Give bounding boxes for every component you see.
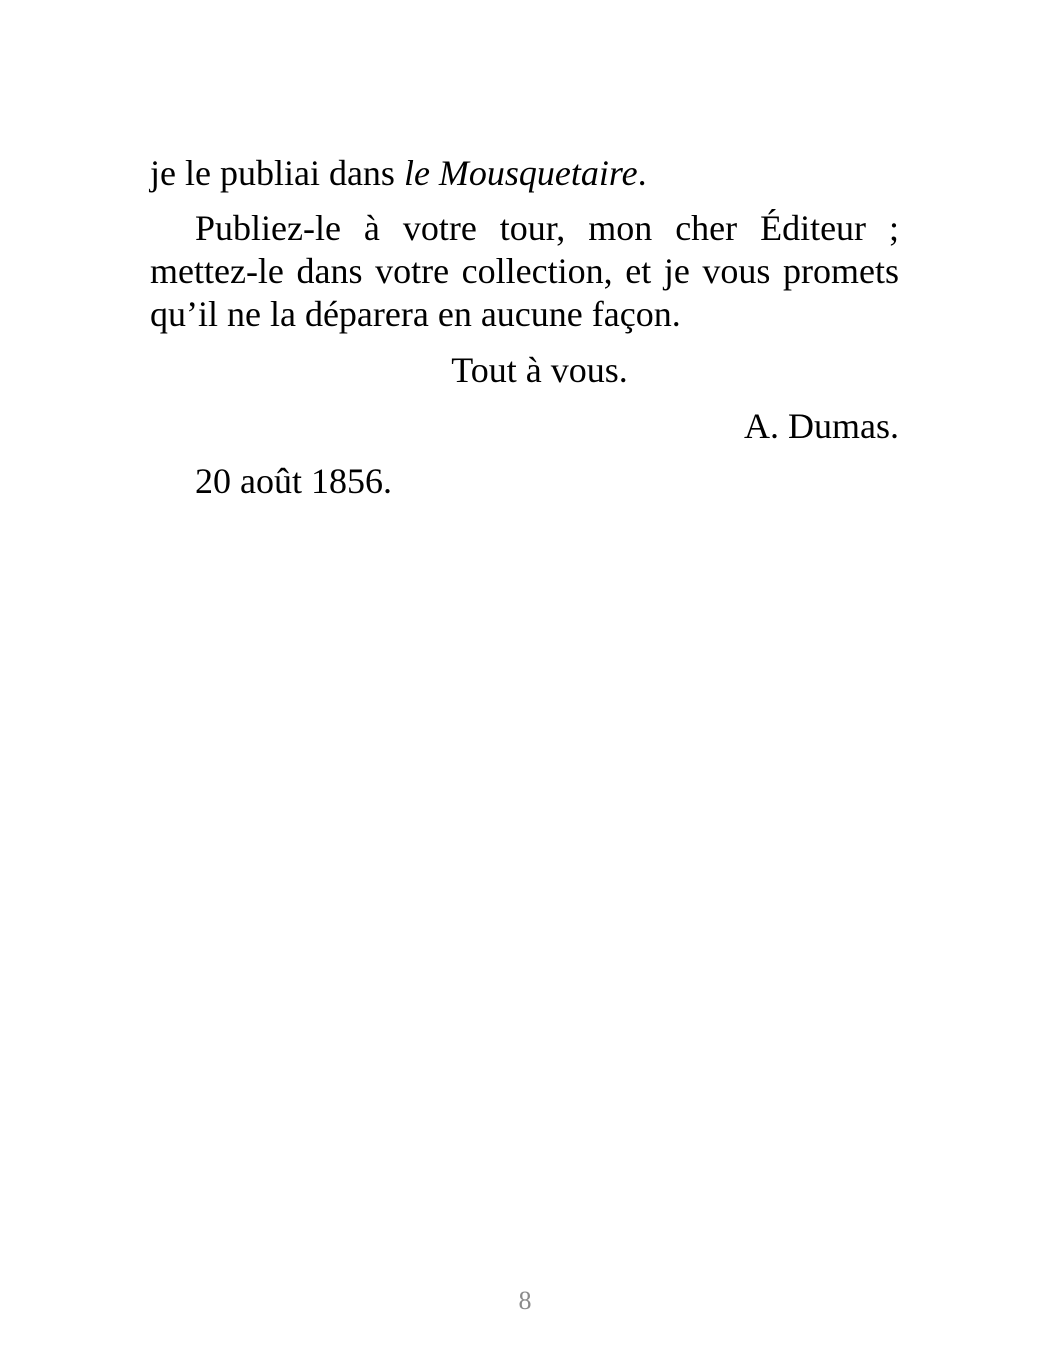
continuation-text: je le publiai dans (150, 153, 404, 193)
closing-salutation: Tout à vous. (451, 350, 628, 390)
page-number: 8 (518, 1286, 532, 1315)
publication-title: le Mousquetaire (403, 153, 638, 193)
continuation-period: . (637, 153, 647, 193)
paragraph-publish: Publiez-le à votre tour, mon cher Éditeur ; mettez-le dans votre collection, et je vous promets qu’il ne la déparera en aucune façon. (150, 208, 899, 334)
author-signature: A. Dumas. (744, 406, 899, 446)
continuation-line (150, 152, 899, 195)
letter-date: 20 août 1856. (195, 461, 392, 501)
